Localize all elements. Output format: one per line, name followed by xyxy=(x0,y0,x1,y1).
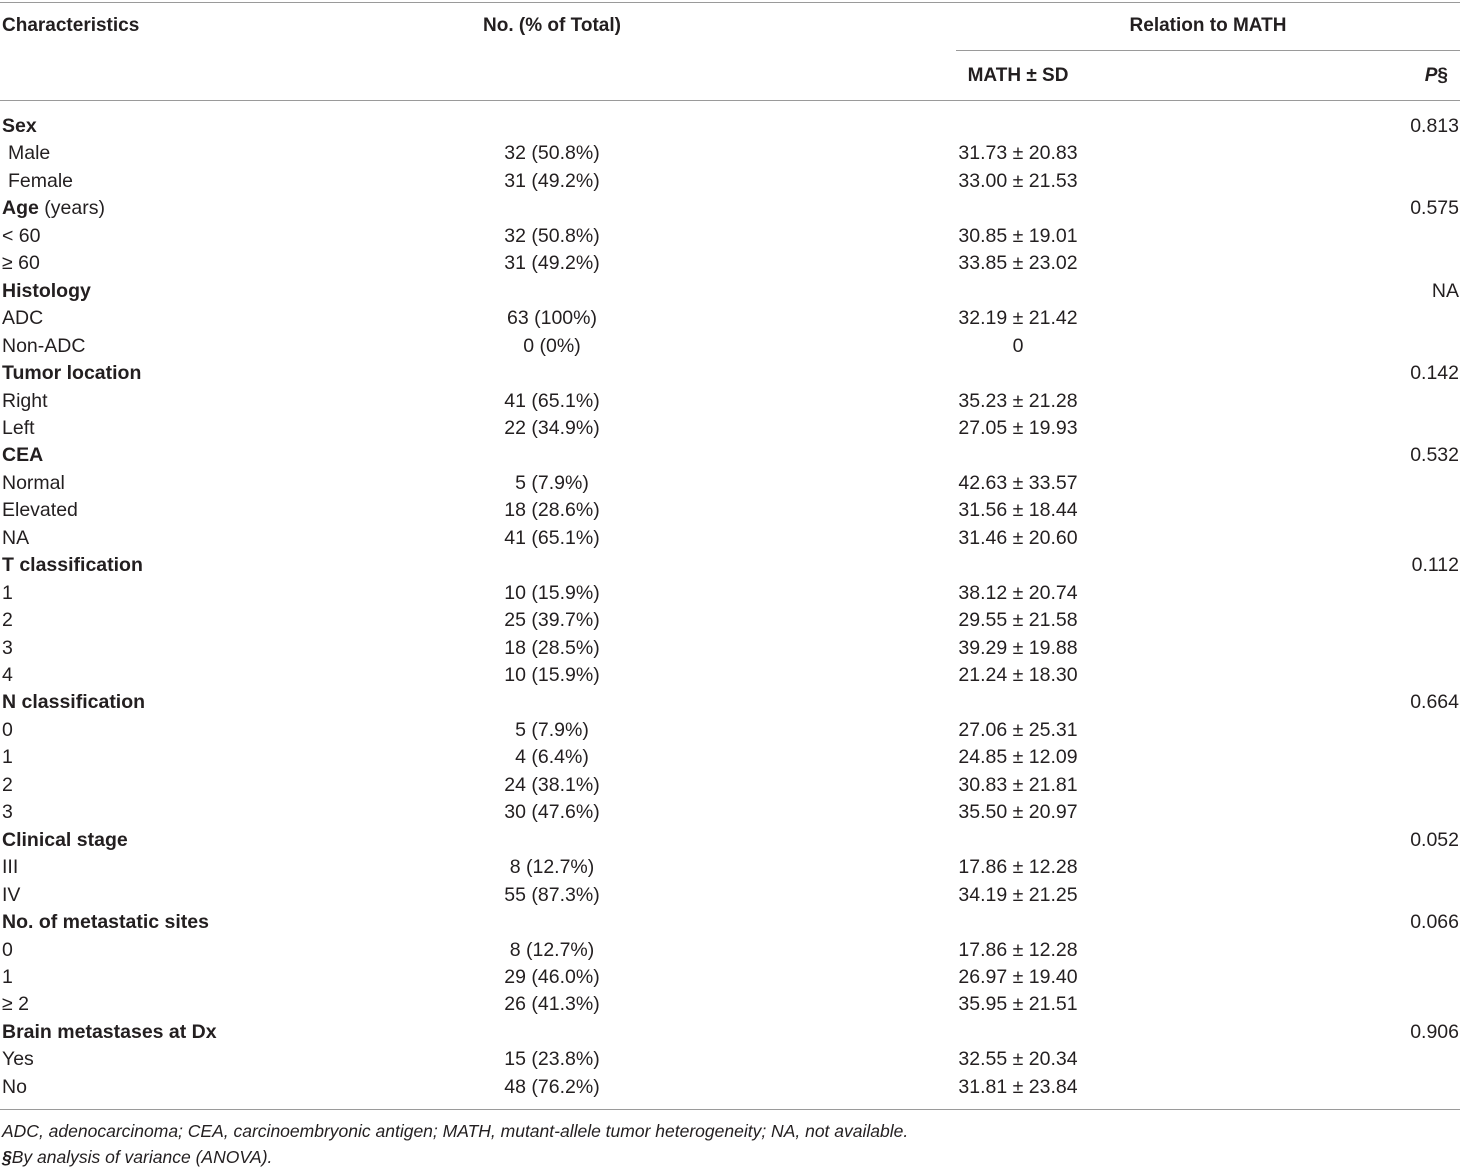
label-text: Right xyxy=(2,389,48,412)
label-text: Female xyxy=(8,169,74,192)
math-sd-cell: 21.24 ± 18.30 xyxy=(958,664,1078,686)
label-text: 2 xyxy=(2,773,13,796)
footnote-anova-text: By analysis of variance (ANOVA). xyxy=(11,1147,273,1167)
math-sd-cell: 0 xyxy=(1012,334,1024,357)
math-sd-cell: 17.86 ± 12.28 xyxy=(958,856,1078,879)
footnote-abbreviations: ADC, adenocarcinoma; CEA, carcinoembryonic antigen; MATH, mutant-allele tumor heterogeneity; NA, not available. xyxy=(2,1121,909,1141)
math-sd-cell: 30.83 ± 21.81 xyxy=(958,773,1078,796)
count-percent-cell: 41 (65.1%) xyxy=(504,389,600,412)
count-percent-cell: 48 (76.2%) xyxy=(504,1075,600,1098)
label-text: Histology xyxy=(2,279,91,302)
count-percent-cell: 31 (49.2%) xyxy=(504,169,600,192)
p-value-cell: 0.052 xyxy=(1410,828,1459,851)
label-text: Elevated xyxy=(2,499,78,522)
count-percent-cell: 32 (50.8%) xyxy=(504,142,600,165)
row-label xyxy=(2,855,18,879)
row-label xyxy=(2,389,48,413)
count-percent-cell: 5 (7.9%) xyxy=(515,718,589,741)
row-label xyxy=(2,663,13,687)
label-text: No xyxy=(2,1075,27,1098)
count-percent-cell: 5 (7.9%) xyxy=(515,471,589,494)
header-no-total: No. (% of Total) xyxy=(483,15,621,36)
section-label xyxy=(2,114,37,138)
row-label xyxy=(2,800,13,824)
math-sd-cell: 30.85 ± 19.01 xyxy=(958,224,1078,247)
count-percent-cell: 41 (65.1%) xyxy=(504,526,600,549)
math-sd-cell: 38.12 ± 20.74 xyxy=(958,581,1078,604)
label-text: ≥ 2 xyxy=(2,993,29,1016)
row-label xyxy=(2,718,13,742)
label-text: ADC xyxy=(2,307,44,330)
row-label xyxy=(2,471,65,495)
count-percent-cell: 26 (41.3%) xyxy=(504,993,600,1016)
section-label xyxy=(2,553,143,577)
section-label xyxy=(2,196,105,220)
label-text: IV xyxy=(2,883,21,906)
math-sd-cell: 35.23 ± 21.28 xyxy=(958,389,1078,412)
p-value-cell: 0.066 xyxy=(1410,911,1459,933)
math-sd-cell: 32.19 ± 21.42 xyxy=(958,307,1078,330)
section-label xyxy=(2,690,145,714)
label-text: Yes xyxy=(2,1048,34,1071)
label-text: Age xyxy=(2,197,39,220)
row-label xyxy=(2,251,40,275)
math-sd-cell: 34.19 ± 21.25 xyxy=(958,883,1078,906)
header-group-rule xyxy=(956,50,1460,51)
p-value-cell: 0.906 xyxy=(1410,1020,1459,1043)
label-text: < 60 xyxy=(2,224,41,247)
row-label xyxy=(2,334,85,358)
label-text: Sex xyxy=(2,115,37,137)
header-characteristics: Characteristics xyxy=(2,15,140,36)
row-label xyxy=(2,773,13,797)
p-symbol: P xyxy=(1424,65,1438,86)
label-text: No. of metastatic sites xyxy=(2,911,209,933)
section-label xyxy=(2,361,141,385)
count-percent-cell: 0 (0%) xyxy=(523,334,581,357)
count-percent-cell: 55 (87.3%) xyxy=(504,883,600,906)
math-sd-cell: 39.29 ± 19.88 xyxy=(958,636,1078,659)
section-label xyxy=(2,910,209,934)
table-bottom-rule xyxy=(0,1109,1460,1110)
row-label xyxy=(2,306,43,330)
math-sd-cell: 29.55 ± 21.58 xyxy=(958,609,1078,632)
header-p-value xyxy=(1425,64,1448,88)
label-text: ≥ 60 xyxy=(2,252,40,275)
count-percent-cell: 15 (23.8%) xyxy=(504,1048,600,1071)
footnote-anova xyxy=(2,1146,272,1168)
p-value-cell: 0.813 xyxy=(1410,115,1459,137)
count-percent-cell: 31 (49.2%) xyxy=(504,252,600,275)
label-text: 1 xyxy=(2,581,13,604)
label-text: Tumor location xyxy=(2,362,142,384)
table-top-rule xyxy=(0,2,1460,3)
label-text: Left xyxy=(2,416,35,439)
math-sd-cell: 33.00 ± 21.53 xyxy=(958,169,1078,192)
p-value-cell: 0.575 xyxy=(1410,197,1459,220)
label-text: III xyxy=(2,856,19,879)
row-label xyxy=(2,992,29,1016)
label-text: 3 xyxy=(2,801,13,824)
math-sd-cell: 35.95 ± 21.51 xyxy=(958,993,1078,1016)
section-label xyxy=(2,279,91,303)
math-sd-cell: 27.06 ± 25.31 xyxy=(958,718,1078,741)
section-label xyxy=(2,443,43,467)
math-sd-cell: 42.63 ± 33.57 xyxy=(958,471,1078,494)
section-label xyxy=(2,1020,217,1044)
row-label xyxy=(2,636,13,660)
count-percent-cell: 30 (47.6%) xyxy=(504,801,600,824)
count-percent-cell: 10 (15.9%) xyxy=(504,664,600,686)
row-label xyxy=(2,1075,27,1099)
label-text: Non-ADC xyxy=(2,334,86,357)
math-sd-cell: 32.55 ± 20.34 xyxy=(958,1048,1078,1071)
header-bottom-rule xyxy=(0,100,1460,101)
math-sd-cell: 31.46 ± 20.60 xyxy=(958,526,1078,549)
p-value-cell: 0.664 xyxy=(1410,691,1459,714)
label-text: 0 xyxy=(2,718,13,741)
section-symbol: § xyxy=(1437,65,1448,86)
count-percent-cell: 32 (50.8%) xyxy=(504,224,600,247)
label-text: Clinical stage xyxy=(2,828,128,851)
count-percent-cell: 8 (12.7%) xyxy=(509,938,595,961)
row-label xyxy=(2,141,50,165)
count-percent-cell: 63 (100%) xyxy=(507,307,597,330)
math-sd-cell: 31.73 ± 20.83 xyxy=(958,142,1078,165)
row-label xyxy=(2,965,13,989)
count-percent-cell: 25 (39.7%) xyxy=(504,609,600,632)
math-sd-cell: 27.05 ± 19.93 xyxy=(958,416,1078,439)
math-sd-cell: 26.97 ± 19.40 xyxy=(958,965,1078,988)
label-text: 1 xyxy=(2,746,13,769)
math-sd-cell: 24.85 ± 12.09 xyxy=(958,746,1078,769)
count-percent-cell: 29 (46.0%) xyxy=(504,965,600,988)
count-percent-cell: 18 (28.6%) xyxy=(504,499,600,522)
row-label xyxy=(2,608,13,632)
count-percent-cell: 8 (12.7%) xyxy=(509,856,595,879)
label-text: Brain metastases at Dx xyxy=(2,1020,217,1043)
label-text: Normal xyxy=(2,471,65,494)
count-percent-cell: 22 (34.9%) xyxy=(504,416,600,439)
section-label xyxy=(2,828,128,852)
math-sd-cell: 17.86 ± 12.28 xyxy=(958,938,1078,961)
count-percent-cell: 10 (15.9%) xyxy=(504,581,600,604)
label-suffix: (years) xyxy=(38,197,105,220)
row-label xyxy=(2,938,13,962)
label-text: 1 xyxy=(2,965,13,988)
header-math-sd: MATH ± SD xyxy=(967,65,1069,86)
label-text: 3 xyxy=(2,636,13,659)
p-value-cell: 0.112 xyxy=(1411,554,1459,577)
p-value-cell: NA xyxy=(1431,279,1459,302)
label-text: 4 xyxy=(2,664,13,686)
label-text: N classification xyxy=(2,691,146,714)
math-sd-cell: 33.85 ± 23.02 xyxy=(958,252,1078,275)
row-label xyxy=(2,745,13,769)
footnote-section-symbol: § xyxy=(2,1147,12,1167)
row-label xyxy=(2,1047,34,1071)
math-sd-cell: 31.81 ± 23.84 xyxy=(958,1075,1078,1098)
label-text: Male xyxy=(8,142,51,165)
row-label xyxy=(2,416,35,440)
label-text: 2 xyxy=(2,609,13,632)
row-label xyxy=(2,526,29,550)
p-value-cell: 0.142 xyxy=(1410,362,1459,384)
p-value-cell: 0.532 xyxy=(1410,444,1459,467)
row-label xyxy=(2,883,20,907)
row-label xyxy=(2,581,13,605)
count-percent-cell: 18 (28.5%) xyxy=(504,636,600,659)
row-label xyxy=(2,498,78,522)
math-sd-cell: 31.56 ± 18.44 xyxy=(958,499,1078,522)
count-percent-cell: 4 (6.4%) xyxy=(515,746,589,769)
label-text: CEA xyxy=(2,444,44,467)
row-label xyxy=(2,224,41,248)
label-text: T classification xyxy=(2,554,143,577)
label-text: NA xyxy=(2,526,30,549)
header-relation-to-math: Relation to MATH xyxy=(1129,15,1287,36)
math-sd-cell: 35.50 ± 20.97 xyxy=(958,801,1078,824)
count-percent-cell: 24 (38.1%) xyxy=(504,773,600,796)
row-label xyxy=(2,169,73,193)
label-text: 0 xyxy=(2,938,13,961)
